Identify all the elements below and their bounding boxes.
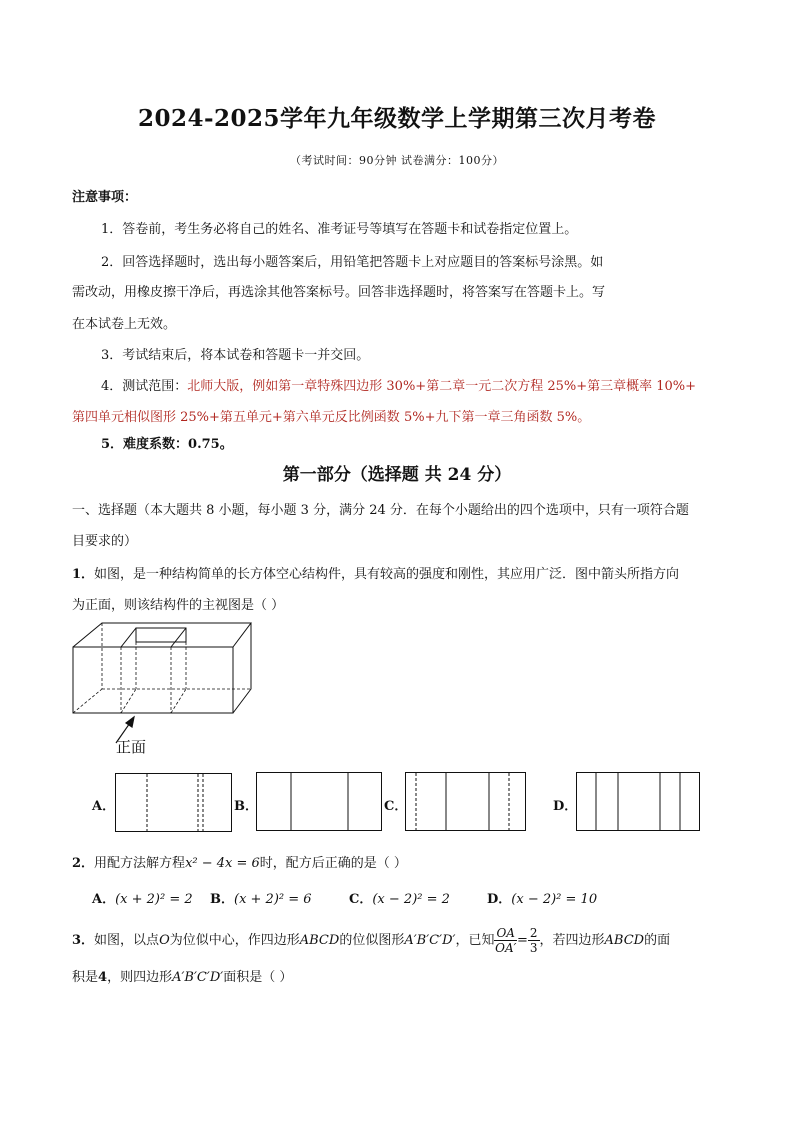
- option-b-front-view[interactable]: [256, 772, 383, 832]
- q2-option-a[interactable]: [92, 888, 193, 907]
- option-d-label: D．: [553, 799, 578, 814]
- q3-line2-text-c: 面积是（ ）: [223, 970, 293, 985]
- q3-ratio-denominator: OA′: [495, 941, 517, 955]
- q2-option-b-expr: (x + 2)² = 6: [234, 892, 312, 907]
- q3-quad: ABCD: [299, 933, 340, 948]
- test-scope-line-2: 第四单元相似图形 25%+第五单元+第六单元反比例函数 5%+九下第一章三角函数 5%。: [72, 410, 591, 425]
- q3-ratio-fraction: [494, 926, 517, 955]
- q3-value-numerator: 2: [529, 926, 538, 940]
- q3-value-denominator: 3: [529, 941, 538, 955]
- page-title: 2024-2025学年九年级数学上学期第三次月考卷: [137, 105, 657, 132]
- q2-option-d-expr: (x − 2)² = 10: [511, 892, 598, 907]
- question-1-text: 如图，是一种结构简单的长方体空心结构件，具有较高的强度和刚性，其应用广泛．图中箭头所指方向: [94, 567, 680, 582]
- q2-option-b[interactable]: [210, 888, 312, 907]
- q2-option-a-label: A．: [92, 892, 116, 907]
- q3-text-4: ，已知: [455, 933, 495, 948]
- q3-center-point: O: [159, 933, 170, 948]
- q2-option-c-expr: (x − 2)² = 2: [372, 892, 450, 907]
- q2-option-d[interactable]: [487, 888, 597, 907]
- q2-option-b-label: B．: [210, 892, 234, 907]
- section-title: 第一部分（选择题 共 24 分）: [282, 465, 512, 485]
- question-2-equation: x² − 4x = 6: [185, 856, 260, 871]
- q3-equals: =: [516, 933, 528, 948]
- q3-ratio-numerator: OA: [496, 926, 515, 940]
- question-2-number: 2．: [72, 856, 95, 871]
- question-3-line-2: [72, 966, 292, 985]
- hollow-cuboid-figure: [60, 615, 270, 760]
- question-2-text-suffix: 时，配方后正确的是（ ）: [259, 856, 407, 871]
- q3-quad-prime: A′B′C′D′: [404, 933, 456, 948]
- q2-option-d-label: D．: [487, 892, 512, 907]
- option-c-label: C．: [384, 799, 408, 814]
- front-label: 正面: [116, 738, 147, 756]
- section-instructions-line-2: 目要求的）: [72, 534, 138, 549]
- q2-option-c[interactable]: [349, 888, 450, 907]
- q2-option-a-expr: (x + 2)² = 2: [115, 892, 193, 907]
- q3-text-6: 的面: [644, 933, 671, 948]
- q3-line2-text-b: ，则四边形: [107, 970, 173, 985]
- option-a-front-view[interactable]: [115, 773, 233, 833]
- option-d-front-view[interactable]: [576, 772, 701, 832]
- q3-line2-text-a: 积是: [72, 970, 99, 985]
- question-3-line-1: [72, 926, 670, 956]
- q3-quad-2: ABCD: [604, 933, 645, 948]
- q3-text-5: ，若四边形: [539, 933, 605, 948]
- option-b-label: B．: [234, 799, 258, 814]
- notice-item-2-line-3: 在本试卷上无效。: [72, 317, 177, 332]
- test-scope-line-1: 北师大版，例如第一章特殊四边形 30%+第二章一元二次方程 25%+第三章概率 10%+: [187, 379, 697, 394]
- q3-text-1: 如图，以点: [94, 933, 160, 948]
- question-3-number: 3．: [72, 933, 95, 948]
- q3-text-2: 为位似中心，作四边形: [169, 933, 300, 948]
- q3-text-3: 的位似图形: [339, 933, 405, 948]
- question-2-stem: [72, 852, 407, 871]
- notice-item-1: 1．答卷前，考生务必将自己的姓名、准考证号等填写在答题卡和试卷指定位置上。: [101, 222, 578, 237]
- q3-quad-prime-2: A′B′C′D′: [172, 970, 224, 985]
- notice-heading: 注意事项：: [72, 190, 138, 205]
- section-instructions-line-1: 一、选择题（本大题共 8 小题，每小题 3 分，满分 24 分．在每个小题给出的四个选项中，只有一项符合题: [72, 503, 689, 518]
- notice-item-4-prefix: 4．测试范围：: [101, 379, 188, 394]
- notice-item-3: 3．考试结束后，将本试卷和答题卡一并交回。: [101, 348, 370, 363]
- q3-area-value: 4: [98, 970, 108, 985]
- notice-item-4: [101, 375, 696, 394]
- question-2-text-prefix: 用配方法解方程: [94, 856, 186, 871]
- question-1-number: 1．: [72, 567, 95, 582]
- notice-item-2-line-2: 需改动，用橡皮擦干净后，再选涂其他答案标号。回答非选择题时，将答案写在答题卡上。写: [72, 285, 606, 300]
- option-c-front-view[interactable]: [405, 772, 527, 832]
- notice-item-5: 5．难度系数：0.75。: [101, 437, 233, 452]
- question-1-line-1: [72, 563, 679, 582]
- q3-value-fraction: [528, 926, 540, 955]
- q2-option-c-label: C．: [349, 892, 373, 907]
- exam-info: （考试时间：90分钟 试卷满分：100分）: [290, 154, 504, 167]
- option-a-label: A．: [92, 799, 116, 814]
- notice-item-2-line-1: 2．回答选择题时，选出每小题答案后，用铅笔把答题卡上对应题目的答案标号涂黑。如: [101, 255, 604, 270]
- question-1-line-2: 为正面，则该结构件的主视图是（ ）: [72, 598, 285, 613]
